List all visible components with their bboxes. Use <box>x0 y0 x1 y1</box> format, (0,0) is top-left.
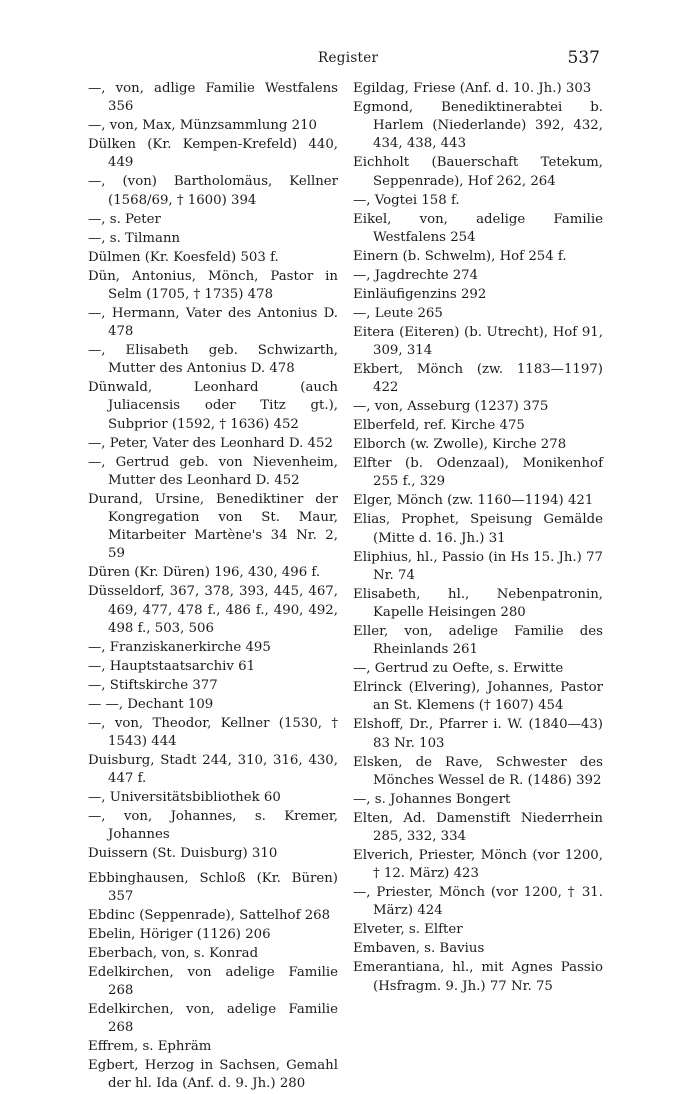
index-entry: Egbert, Herzog in Sachsen, Gemahl der hl. Ida (Anf. d. 9. Jh.) 280 <box>88 1058 338 1092</box>
index-entry: — —, Dechant 109 <box>88 696 214 712</box>
index-entry: Eitera (Eiteren) (b. Utrecht), Hof 91, 309, 314 <box>353 324 603 359</box>
index-entry: —, Jagdrechte 274 <box>353 267 479 283</box>
index-entry: Elberfeld, ref. Kirche 475 <box>353 418 525 434</box>
index-entry: —, (von) Bartholomäus, Kellner (1568/69, † 1600) 394 <box>88 174 338 208</box>
index-entry: —, von, Max, Münzsammlung 210 <box>88 118 317 134</box>
index-entry: —, s. Peter <box>88 211 161 227</box>
index-entry: —, von, Johannes, s. Kremer, Johannes <box>88 809 338 843</box>
page-number: 537 <box>567 48 600 68</box>
index-entry: —, von, Asseburg (1237) 375 <box>353 399 549 415</box>
index-entry: Dünwald, Leonhard (auch Juliacensis oder Titz gt.), Subprior (1592, † 1636) 452 <box>88 380 338 432</box>
index-entry: Eichholt (Bauerschaft Tetekum, Seppenrade), Hof 262, 264 <box>353 155 603 189</box>
index-entry: Durand, Ursine, Benediktiner der Kongregation von St. Maur, Mitarbeiter Martène's 34 Nr. 2, 59 <box>88 491 338 562</box>
index-entry: Effrem, s. Ephräm <box>88 1039 212 1055</box>
index-entry: Edelkirchen, von adelige Familie 268 <box>88 964 338 999</box>
index-entry: —, Stiftskirche 377 <box>88 677 218 693</box>
index-entry: Ebelin, Höriger (1126) 206 <box>88 926 271 942</box>
index-entry: —, Peter, Vater des Leonhard D. 452 <box>88 435 333 451</box>
index-entry: —, Hermann, Vater des Antonius D. 478 <box>88 305 338 340</box>
index-entry: Egmond, Benediktinerabtei b. Harlem (Niederlande) 392, 432, 434, 438, 443 <box>353 100 603 152</box>
running-head: Register <box>318 50 379 66</box>
index-entry: —, von, Theodor, Kellner (1530, † 1543) 444 <box>88 715 338 750</box>
index-entry: Ebbinghausen, Schloß (Kr. Büren) 357 <box>88 870 338 904</box>
page-header <box>0 48 700 72</box>
index-entry: Eikel, von, adelige Familie Westfalens 254 <box>353 211 603 245</box>
index-entry: Dülmen (Kr. Koesfeld) 503 f. <box>88 249 279 265</box>
index-entry: —, von, adlige Familie Westfalens 356 <box>88 81 338 115</box>
index-entry: Elshoff, Dr., Pfarrer i. W. (1840—43) 83 Nr. 103 <box>353 717 603 751</box>
index-entry: —, Franziskanerkirche 495 <box>88 639 271 655</box>
index-entry: Einern (b. Schwelm), Hof 254 f. <box>353 248 567 264</box>
index-entry: —, Gertrud geb. von Nievenheim, Mutter des Leonhard D. 452 <box>88 454 338 488</box>
index-column-left <box>88 80 338 1094</box>
index-entry: Eberbach, von, s. Konrad <box>88 945 259 961</box>
index-entry: Edelkirchen, von, adelige Familie 268 <box>88 1002 338 1036</box>
index-entry: —, s. Johannes Bongert <box>353 791 511 807</box>
index-entry: Ebdinc (Seppenrade), Sattelhof 268 <box>88 907 331 923</box>
index-entry: Elborch (w. Zwolle), Kirche 278 <box>353 437 567 453</box>
index-entry: Eliphius, hl., Passio (in Hs 15. Jh.) 77 Nr. 74 <box>353 549 603 583</box>
index-entry: —, s. Tilmann <box>88 230 181 246</box>
index-entry: Egildag, Friese (Anf. d. 10. Jh.) 303 <box>353 81 592 96</box>
index-entry: —, Hauptstaatsarchiv 61 <box>88 658 256 674</box>
index-entry: Elveter, s. Elfter <box>353 922 463 938</box>
index-entry: —, Gertrud zu Oefte, s. Erwitte <box>353 661 564 677</box>
index-entry: Elsken, de Rave, Schwester des Mönches Wessel de R. (1486) 392 <box>353 754 603 788</box>
index-entry: Dülken (Kr. Kempen-Krefeld) 440, 449 <box>88 137 338 171</box>
index-entry: Düren (Kr. Düren) 196, 430, 496 f. <box>88 565 321 581</box>
index-entry: Elten, Ad. Damenstift Niederrhein 285, 332, 334 <box>353 810 603 845</box>
index-column-right <box>353 80 603 997</box>
index-entry: —, Priester, Mönch (vor 1200, † 31. März) 424 <box>353 885 603 919</box>
index-entry: Emerantiana, hl., mit Agnes Passio (Hsfragm. 9. Jh.) 77 Nr. 75 <box>353 960 603 994</box>
index-entry: —, Leute 265 <box>353 305 443 321</box>
index-entry: —, Universitätsbibliothek 60 <box>88 790 281 806</box>
index-entry: Elger, Mönch (zw. 1160—1194) 421 <box>353 493 594 509</box>
index-entry: Embaven, s. Bavius <box>353 941 485 957</box>
index-entry: Düsseldorf, 367, 378, 393, 445, 467, 469, 477, 478 f., 486 f., 490, 492, 498 f., 503, 506 <box>88 584 338 636</box>
index-entry: —, Elisabeth geb. Schwizarth, Mutter des Antonius D. 478 <box>88 343 338 377</box>
index-entry: Elfter (b. Odenzaal), Monikenhof 255 f., 329 <box>353 456 603 490</box>
index-entry: Elrinck (Elvering), Johannes, Pastor an St. Klemens († 1607) 454 <box>353 680 603 714</box>
index-entry: Elverich, Priester, Mönch (vor 1200, † 12. März) 423 <box>353 848 603 882</box>
index-entry: Einläufigenzins 292 <box>353 286 487 302</box>
index-entry: —, Vogtei 158 f. <box>353 192 460 208</box>
index-entry: Ekbert, Mönch (zw. 1183—1197) 422 <box>353 362 603 396</box>
index-entry: Duisburg, Stadt 244, 310, 316, 430, 447 f. <box>88 753 338 787</box>
index-entry: Eller, von, adelige Familie des Rheinlands 261 <box>353 624 603 658</box>
index-entry: Dün, Antonius, Mönch, Pastor in Selm (1705, † 1735) 478 <box>88 268 338 302</box>
index-entry: Elisabeth, hl., Nebenpatronin, Kapelle Heisingen 280 <box>353 586 603 621</box>
index-entry: Elias, Prophet, Speisung Gemälde (Mitte d. 16. Jh.) 31 <box>353 512 603 546</box>
index-entry: Duissern (St. Duisburg) 310 <box>88 846 278 862</box>
